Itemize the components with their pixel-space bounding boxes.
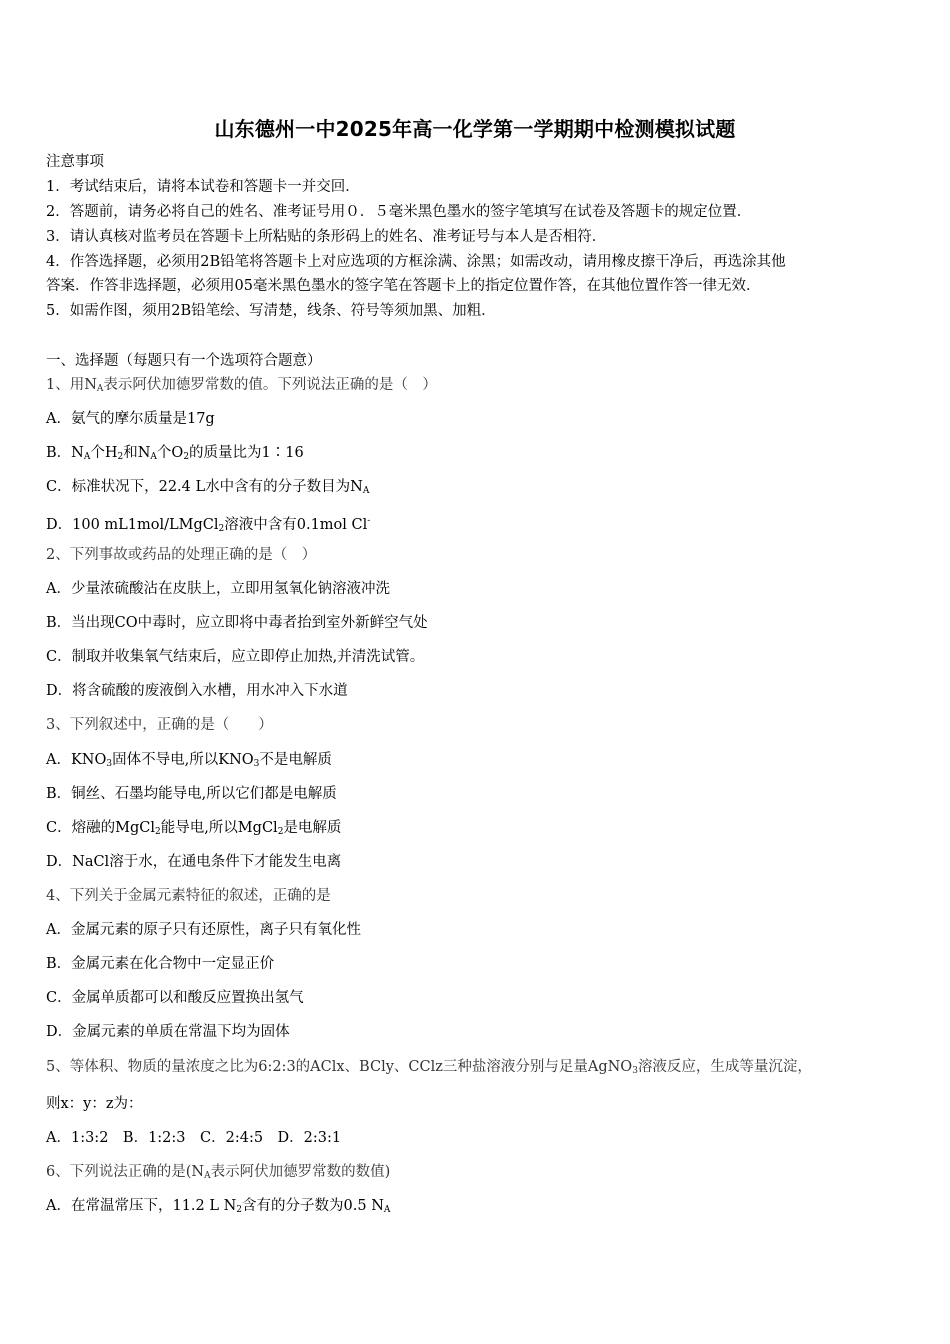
question-4-stem: 4、下列关于金属元素特征的叙述，正确的是 bbox=[46, 888, 331, 904]
notice-item-5: 5．如需作图，须用2B铅笔绘、写清楚，线条、符号等须加黑、加粗． bbox=[46, 303, 496, 319]
section-heading: 一、选择题（每题只有一个选项符合题意） bbox=[46, 353, 322, 369]
question-3-stem: 3、下列叙述中，正确的是（ ） bbox=[46, 717, 273, 733]
q2-option-a: A．少量浓硫酸沾在皮肤上，立即用氢氧化钠溶液冲洗 bbox=[46, 581, 390, 597]
notice-item-4: 4．作答选择题，必须用2B铅笔将答题卡上对应选项的方框涂满、涂黑；如需改动，请用橡皮擦干净后，再选涂其他 bbox=[46, 254, 786, 270]
q5-options: A．1:3:2 B．1:2:3 C．2:4:5 D．2:3:1 bbox=[46, 1130, 342, 1146]
notice-heading: 注意事项 bbox=[46, 154, 104, 170]
page-title: 山东德州一中2025年高一化学第一学期期中检测模拟试题 bbox=[214, 117, 736, 141]
q1-option-c: C．标准状况下，22.4 L水中含有的分子数目为$N_A$ bbox=[46, 479, 370, 496]
q1-option-a: A．氨气的摩尔质量是17g bbox=[46, 411, 215, 427]
notice-item-2: 2．答题前，请务必将自己的姓名、准考证号用０．５毫米黑色墨水的签字笔填写在试卷及答题卡的规定位置． bbox=[46, 204, 752, 220]
notice-item-4-cont: 答案．作答非选择题，必须用05毫米黑色墨水的签字笔在答题卡上的指定位置作答，在其他位置作答一律无效． bbox=[46, 278, 761, 294]
q6-option-a: A．在常温常压下，11.2 L $N_2$含有的分子数为0.5 $N_A$ bbox=[46, 1198, 391, 1215]
question-5-stem: 5、等体积、物质的量浓度之比为6:2:3的AClx、BCly、CClz三种盐溶液分别与足量AgNO$_3$溶液反应，生成等量沉淀， bbox=[46, 1059, 812, 1076]
q2-option-d: D．将含硫酸的废液倒入水槽，用水冲入下水道 bbox=[46, 683, 348, 699]
q1-option-b: B．$N_A$个$H_2$和$N_A$个$O_2$的质量比为1∶16 bbox=[46, 445, 304, 462]
q4-option-a: A．金属元素的原子只有还原性，离子只有氧化性 bbox=[46, 922, 361, 938]
q4-option-c: C．金属单质都可以和酸反应置换出氢气 bbox=[46, 990, 304, 1006]
q1-option-d: D．100 mL1mol/LMgCl$_2$溶液中含有0.1mol Cl- bbox=[46, 516, 371, 534]
notice-item-3: 3．请认真核对监考员在答题卡上所粘贴的条形码上的姓名、准考证号与本人是否相符． bbox=[46, 229, 607, 245]
q3-option-d: D．NaCl溶于水，在通电条件下才能发生电离 bbox=[46, 854, 342, 870]
q2-option-c: C．制取并收集氧气结束后，应立即停止加热,并清洗试管。 bbox=[46, 649, 425, 665]
q2-option-b: B．当出现CO中毒时，应立即将中毒者抬到室外新鲜空气处 bbox=[46, 615, 428, 631]
q4-option-d: D．金属元素的单质在常温下均为固体 bbox=[46, 1024, 290, 1040]
question-5-stem-cont: 则x：y：z为： bbox=[46, 1096, 143, 1112]
q3-option-a: A．$KNO_3$固体不导电,所以$KNO_3$不是电解质 bbox=[46, 752, 332, 769]
question-6-stem: 6、下列说法正确的是($N_A$表示阿伏加德罗常数的数值) bbox=[46, 1164, 391, 1181]
question-2-stem: 2、下列事故或药品的处理正确的是（ ） bbox=[46, 547, 317, 563]
question-1-stem: 1、用$N_A$表示阿伏加德罗常数的值。下列说法正确的是（ ） bbox=[46, 377, 437, 394]
q3-option-b: B．铜丝、石墨均能导电,所以它们都是电解质 bbox=[46, 786, 337, 802]
q3-option-c: C．熔融的MgCl$_2$能导电,所以MgCl$_2$是电解质 bbox=[46, 820, 342, 837]
q4-option-b: B．金属元素在化合物中一定显正价 bbox=[46, 956, 275, 972]
notice-item-1: 1．考试结束后，请将本试卷和答题卡一并交回． bbox=[46, 179, 360, 195]
